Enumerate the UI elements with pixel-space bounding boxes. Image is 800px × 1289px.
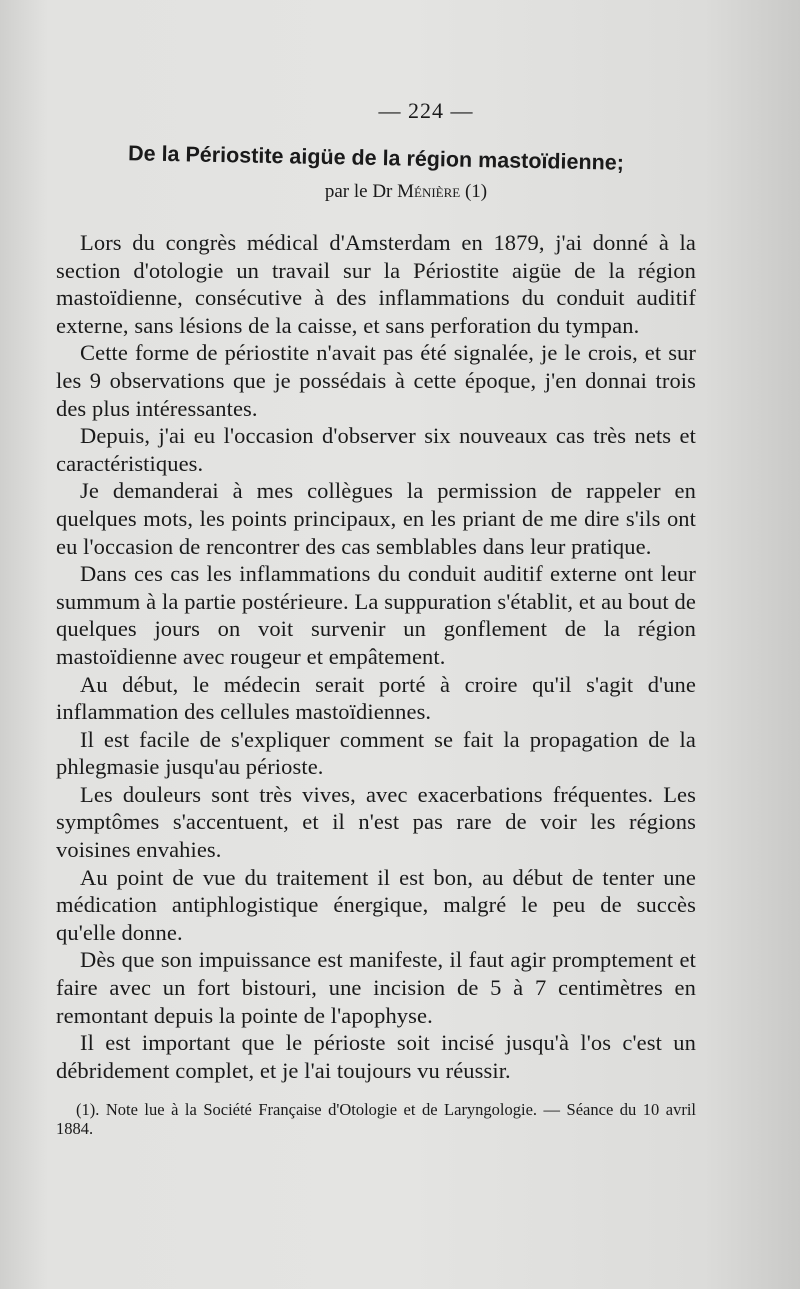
paragraph-1: Lors du congrès médical d'Amsterdam en 1879, j'ai donné à la section d'otologie un travail sur la Périostite aigüe de la région mastoïdienne, consécutive à des inflammations du conduit auditif externe, sans lésions de la caisse, et sans perforation du tympan. <box>56 230 696 338</box>
page-number: — 224 — <box>378 98 474 123</box>
footnote: (1). Note lue à la Société Française d'Otologie et de Laryngologie. — Séance du 10 avril 1884. <box>56 1100 696 1139</box>
paragraph-8: Les douleurs sont très vives, avec exacerbations fréquentes. Les symptômes s'accentuent, et il n'est pas rare de voir les régions voisines envahies. <box>56 781 696 863</box>
paragraph-3: Depuis, j'ai eu l'occasion d'observer six nouveaux cas très nets et caractéristiques. <box>56 423 696 476</box>
page-content <box>56 98 696 1138</box>
paragraph-7: Il est facile de s'expliquer comment se fait la propagation de la phlegmasie jusqu'au périoste. <box>56 726 696 780</box>
paragraph-6: Au début, le médecin serait porté à croire qu'il s'agit d'une inflammation des cellules mastoïdiennes. <box>56 671 696 725</box>
paragraph-11: Il est important que le périoste soit incisé jusqu'à l'os c'est un débridement complet, et je l'ai toujours vu réussir. <box>56 1030 696 1083</box>
author-line <box>116 181 696 203</box>
paragraph-9: Au point de vue du traitement il est bon, au début de tenter une médication antiphlogistique énergique, malgré le peu de succès qu'elle donne. <box>56 864 696 945</box>
author-note-ref: (1) <box>464 181 488 202</box>
paragraph-4: Je demanderai à mes collègues la permission de rappeler en quelques mots, les points principaux, en les priant de me dire s'ils ont eu l'occasion de rencontrer des cas semblables dans leur pratique. <box>56 478 696 559</box>
author-name: Ménière <box>397 181 461 202</box>
author-prefix: par le Dr <box>324 181 393 202</box>
article-title: De la Périostite aigüe de la région mastoïdienne; <box>127 141 625 175</box>
paragraph-5: Dans ces cas les inflammations du conduit auditif externe ont leur summum à la partie postérieure. La suppuration s'établit, et au bout de quelques jours on voit survenir un gonflement de la région mastoïdienne avec rougeur et empâtement. <box>56 561 696 669</box>
paragraph-2: Cette forme de périostite n'avait pas été signalée, je le crois, et sur les 9 observations que je possédais à cette époque, j'en donnai trois des plus intéressantes. <box>56 340 696 421</box>
paragraph-10: Dès que son impuissance est manifeste, il faut agir promptement et faire avec un fort bistouri, une incision de 5 à 7 centimètres en remontant depuis la pointe de l'apophyse. <box>56 947 696 1028</box>
